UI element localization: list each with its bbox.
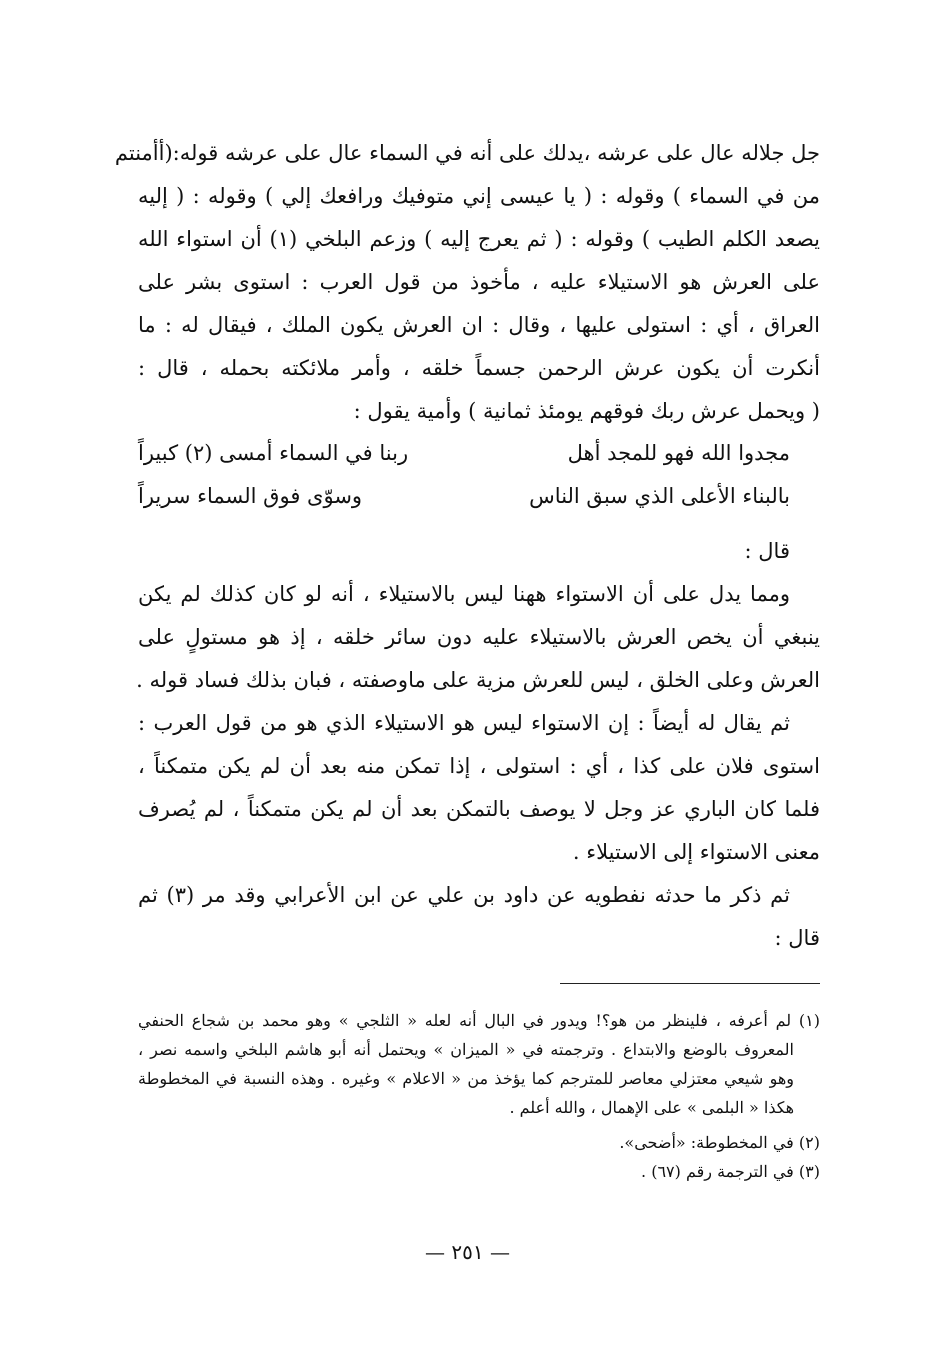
footnote-line: (٣) في الترجمة رقم (٦٧) . <box>641 1162 820 1181</box>
main-text-bottom <box>138 530 820 960</box>
footnote-line: وهو شيعي معتزلي معاصر للمترجم كما يؤخذ من « الاعلام » وغيره . وهذه النسبة في المخطوطة <box>138 1069 794 1088</box>
text-line: معنى الاستواء إلى الاستيلاء . <box>572 840 820 864</box>
text-line: من في السماء ) وقوله : ( يا عيسى إني متوفيك ورافعك إلي ) وقوله : ( إليه <box>138 184 820 208</box>
poem-verse <box>138 432 820 475</box>
text-line: ثم ذكر ما حدثه نفطويه عن داود بن علي عن ابن الأعرابي وقد مر (٣) ثم <box>138 883 790 907</box>
footnote-line: (٢) في المخطوطة: «أضحى». <box>619 1133 820 1152</box>
poem-verse <box>138 475 820 518</box>
verse-first-hemistich: بالبناء الأعلى الذي سبق الناس <box>529 484 790 508</box>
text-line: العراق ، أي : استولى عليها ، وقال : ان العرش يكون الملك ، فيقال له : ما <box>138 313 820 337</box>
text-line: ( ويحمل عرش ربك فوقهم يومئذ ثمانية ) وأمية يقول : <box>353 399 820 423</box>
text-line: قال : <box>744 539 790 563</box>
footnote-line: هكذا « البلمى » على الإهمال ، والله أعلم . <box>509 1098 794 1117</box>
page-number: — ٢٥١ — <box>425 1240 510 1264</box>
footnote-line: (١) لم أعرفه ، فلينظر من هو؟! ويدور في البال أنه لعله « الثلجي » وهو محمد بن شجاع الحنفي <box>138 1011 820 1030</box>
verse-second-hemistich: ربنا في السماء أمسى (٢) كبيراً <box>138 441 409 465</box>
text-line: أنكرت أن يكون عرش الرحمن جسماً خلقه ، وأمر ملائكته بحمله ، قال : <box>138 356 820 380</box>
text-line: يصعد الكلم الطيب ) وقوله : ( ثم يعرج إليه ) وزعم البلخي (١) أن استواء الله <box>138 227 820 251</box>
text-line: فلما كان الباري عز وجل لا يوصف بالتمكن بعد أن لم يكن متمكناً ، لم يُصرف <box>138 797 820 821</box>
text-line: جل جلاله عال على عرشه ،يدلك على أنه في السماء عال على عرشه قوله:(أأمنتم <box>114 141 820 165</box>
text-line: العرش وعلى الخلق ، ليس للعرش مزية على ماوصفته ، فبان بذلك فساد قوله . <box>136 668 820 692</box>
text-line: قال : <box>774 926 820 950</box>
text-line: على العرش هو الاستيلاء عليه ، مأخوذ من قول العرب : استوى بشر على <box>138 270 820 294</box>
footnote-line: المعروف بالوضع والابتداع . وترجمته في « الميزان » ويحتمل أنه أبو هاشم البلخي واسمه نصر ، <box>138 1040 794 1059</box>
verse-second-hemistich: وسوّى فوق السماء سريراً <box>138 484 363 508</box>
text-line: استوى فلان على كذا ، أي : استولى ، إذا تمكن منه بعد أن لم يكن متمكناً ، <box>138 754 820 778</box>
text-line: ومما يدل على أن الاستواء ههنا ليس بالاستيلاء ، أنه لو كان كذلك لم يكن <box>138 582 790 606</box>
text-line: ينبغي أن يخص العرش بالاستيلاء عليه دون سائر خلقه ، إذ هو مستولٍ على <box>138 625 820 649</box>
main-text-top <box>114 132 820 433</box>
footnote-separator <box>560 983 820 984</box>
text-line: ثم يقال له أيضاً : إن الاستواء ليس هو الاستيلاء الذي هو من قول العرب : <box>138 711 790 735</box>
footnotes <box>138 1006 820 1186</box>
verse-first-hemistich: مجدوا الله فهو للمجد أهل <box>567 441 790 465</box>
